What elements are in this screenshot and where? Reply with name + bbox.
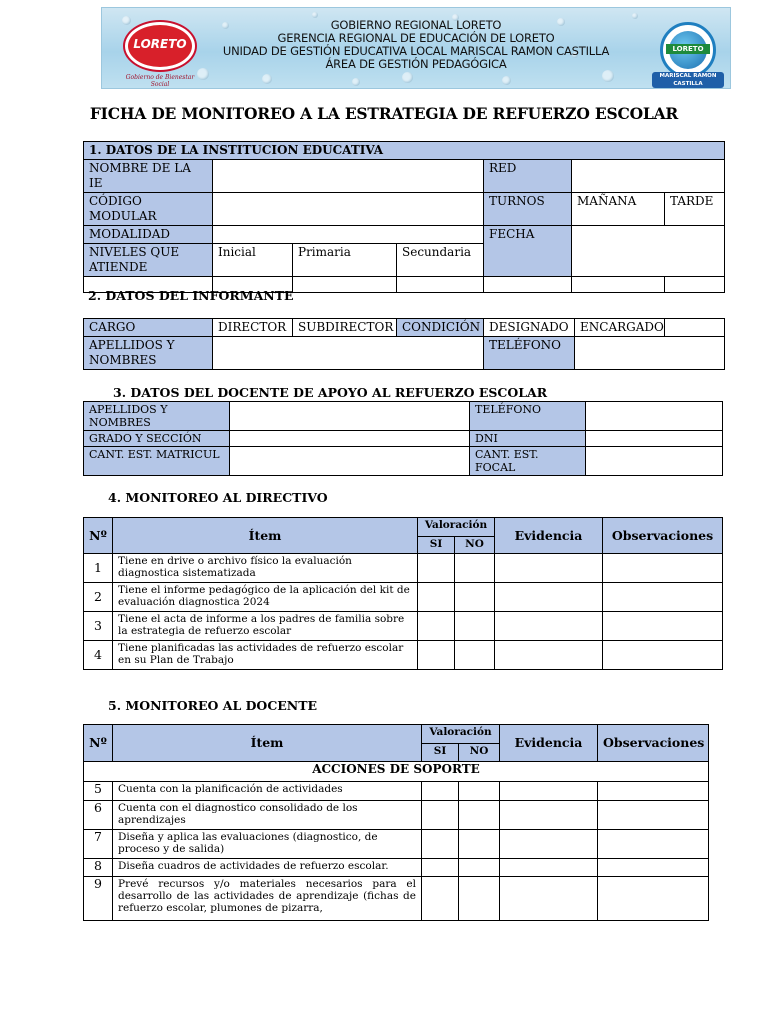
label-modalidad: MODALIDAD xyxy=(84,226,213,244)
option-encargado[interactable]: ENCARGADO xyxy=(575,319,665,337)
label-apellidos-docente: APELLIDOS Y NOMBRES xyxy=(84,402,230,431)
teacher-data-table xyxy=(83,401,723,476)
field-telefono-informante[interactable] xyxy=(575,337,725,370)
check-si[interactable] xyxy=(418,641,455,670)
blank-cell[interactable] xyxy=(484,277,572,293)
field-observaciones[interactable] xyxy=(598,877,709,921)
row-item: Diseña y aplica las evaluaciones (diagnostico, de proceso y de salida) xyxy=(113,830,422,859)
check-no[interactable] xyxy=(455,612,495,641)
section-1-heading: 1. DATOS DE LA INSTITUCION EDUCATIVA xyxy=(84,142,725,160)
blank-cell[interactable] xyxy=(665,319,725,337)
document-title: FICHA DE MONITOREO A LA ESTRATEGIA DE REFUERZO ESCOLAR xyxy=(89,104,679,123)
row-item: Tiene en drive o archivo físico la evaluación diagnostica sistematizada xyxy=(113,554,418,583)
field-evidencia[interactable] xyxy=(495,612,603,641)
label-cargo: CARGO xyxy=(84,319,213,337)
row-item: Cuenta con el diagnostico consolidado de los aprendizajes xyxy=(113,801,422,830)
section-3-heading: 3. DATOS DEL DOCENTE DE APOYO AL REFUERZO ESCOLAR xyxy=(113,385,548,400)
field-observaciones[interactable] xyxy=(603,612,723,641)
check-si[interactable] xyxy=(418,612,455,641)
row-num: 2 xyxy=(84,583,113,612)
section-2-heading: 2. DATOS DEL INFORMANTE xyxy=(88,288,294,303)
institution-data-table xyxy=(83,141,725,293)
field-cant-focal[interactable] xyxy=(586,447,723,476)
blank-cell[interactable] xyxy=(572,277,665,293)
field-observaciones[interactable] xyxy=(598,830,709,859)
loreto-logo: LORETO Gobierno de Bienestar Social xyxy=(120,18,200,82)
col-si: SI xyxy=(422,744,459,762)
check-no[interactable] xyxy=(455,583,495,612)
directive-monitoring-table xyxy=(83,517,723,670)
col-item: Ítem xyxy=(113,725,422,762)
col-evidencia: Evidencia xyxy=(495,518,603,554)
option-secundaria[interactable]: Secundaria xyxy=(397,244,484,277)
check-no[interactable] xyxy=(459,801,500,830)
col-no: NO xyxy=(455,537,495,554)
row-num: 7 xyxy=(84,830,113,859)
field-observaciones[interactable] xyxy=(603,554,723,583)
check-si[interactable] xyxy=(422,859,459,877)
field-observaciones[interactable] xyxy=(603,583,723,612)
col-valoracion: Valoración xyxy=(418,518,495,537)
field-grado[interactable] xyxy=(230,431,470,447)
label-fecha: FECHA xyxy=(484,226,572,277)
col-si: SI xyxy=(418,537,455,554)
col-observaciones: Observaciones xyxy=(603,518,723,554)
col-item: Ítem xyxy=(113,518,418,554)
field-dni[interactable] xyxy=(586,431,723,447)
header-line-2: GERENCIA REGIONAL DE EDUCACIÓN DE LORETO xyxy=(277,31,555,45)
check-si[interactable] xyxy=(422,877,459,921)
field-evidencia[interactable] xyxy=(495,583,603,612)
field-telefono-docente[interactable] xyxy=(586,402,723,431)
col-valoracion: Valoración xyxy=(422,725,500,744)
field-evidencia[interactable] xyxy=(500,877,598,921)
row-num: 6 xyxy=(84,801,113,830)
label-turnos: TURNOS xyxy=(484,193,572,226)
section-5-heading: 5. MONITOREO AL DOCENTE xyxy=(108,698,318,713)
col-evidencia: Evidencia xyxy=(500,725,598,762)
field-evidencia[interactable] xyxy=(500,830,598,859)
field-nombre-ie[interactable] xyxy=(213,160,484,193)
label-grado: GRADO Y SECCIÓN xyxy=(84,431,230,447)
field-evidencia[interactable] xyxy=(495,641,603,670)
label-telefono-docente: TELÉFONO xyxy=(470,402,586,431)
field-evidencia[interactable] xyxy=(500,782,598,801)
check-si[interactable] xyxy=(422,782,459,801)
header-line-3: UNIDAD DE GESTIÓN EDUCATIVA LOCAL MARISCAL RAMON CASTILLA xyxy=(222,44,610,58)
label-dni: DNI xyxy=(470,431,586,447)
col-num: Nº xyxy=(84,518,113,554)
option-primaria[interactable]: Primaria xyxy=(293,244,397,277)
blank-cell[interactable] xyxy=(397,277,484,293)
field-apellidos-informante[interactable] xyxy=(213,337,484,370)
field-observaciones[interactable] xyxy=(603,641,723,670)
field-observaciones[interactable] xyxy=(598,859,709,877)
row-item: Tiene el acta de informe a los padres de familia sobre la estrategia de refuerzo escolar xyxy=(113,612,418,641)
option-subdirector[interactable]: SUBDIRECTOR xyxy=(293,319,397,337)
header-line-4: ÁREA DE GESTIÓN PEDAGÓGICA xyxy=(325,57,507,71)
label-niveles: NIVELES QUE ATIENDE xyxy=(84,244,213,277)
row-item: Prevé recursos y/o materiales necesarios para el desarrollo de las actividades de aprendizaje (fichas de refuerzo escolar, plumones de pizarra, xyxy=(113,877,422,921)
row-num: 5 xyxy=(84,782,113,801)
check-no[interactable] xyxy=(455,641,495,670)
section-4-heading: 4. MONITOREO AL DIRECTIVO xyxy=(108,490,328,505)
row-num: 3 xyxy=(84,612,113,641)
row-item: Tiene planificadas las actividades de refuerzo escolar en su Plan de Trabajo xyxy=(113,641,418,670)
field-evidencia[interactable] xyxy=(495,554,603,583)
field-cant-matricul[interactable] xyxy=(230,447,470,476)
row-num: 1 xyxy=(84,554,113,583)
label-red: RED xyxy=(484,160,572,193)
option-manana[interactable]: MAÑANA xyxy=(572,193,665,226)
check-no[interactable] xyxy=(455,554,495,583)
field-red[interactable] xyxy=(572,160,725,193)
field-codigo-modular[interactable] xyxy=(213,193,484,226)
blank-cell[interactable] xyxy=(665,277,725,293)
check-si[interactable] xyxy=(422,830,459,859)
field-fecha[interactable] xyxy=(572,226,725,277)
col-no: NO xyxy=(459,744,500,762)
blank-cell[interactable] xyxy=(293,277,397,293)
header-line-1: GOBIERNO REGIONAL LORETO xyxy=(330,18,502,32)
check-si[interactable] xyxy=(418,554,455,583)
col-observaciones: Observaciones xyxy=(598,725,709,762)
option-tarde[interactable]: TARDE xyxy=(665,193,725,226)
label-cant-matricul: CANT. EST. MATRICUL xyxy=(84,447,230,476)
row-item: Tiene el informe pedagógico de la aplicación del kit de evaluación diagnostica 2024 xyxy=(113,583,418,612)
header-text xyxy=(212,19,620,71)
label-condicion: CONDICIÓN xyxy=(397,319,484,337)
row-item: Cuenta con la planificación de actividades xyxy=(113,782,422,801)
label-telefono-informante: TELÉFONO xyxy=(484,337,575,370)
informant-data-table xyxy=(83,318,725,370)
row-item: Diseña cuadros de actividades de refuerzo escolar. xyxy=(113,859,422,877)
option-director[interactable]: DIRECTOR xyxy=(213,319,293,337)
check-no[interactable] xyxy=(459,877,500,921)
row-num: 8 xyxy=(84,859,113,877)
check-si[interactable] xyxy=(422,801,459,830)
subheading-acciones-soporte: ACCIONES DE SOPORTE xyxy=(84,762,709,782)
row-num: 4 xyxy=(84,641,113,670)
option-designado[interactable]: DESIGNADO xyxy=(484,319,575,337)
check-no[interactable] xyxy=(459,830,500,859)
field-observaciones[interactable] xyxy=(598,801,709,830)
row-num: 9 xyxy=(84,877,113,921)
check-si[interactable] xyxy=(418,583,455,612)
field-modalidad[interactable] xyxy=(213,226,484,244)
label-apellidos-informante: APELLIDOS Y NOMBRES xyxy=(84,337,213,370)
header-banner xyxy=(101,7,731,89)
field-evidencia[interactable] xyxy=(500,801,598,830)
check-no[interactable] xyxy=(459,782,500,801)
label-nombre-ie: NOMBRE DE LA IE xyxy=(84,160,213,193)
check-no[interactable] xyxy=(459,859,500,877)
label-cant-focal: CANT. EST. FOCAL xyxy=(470,447,586,476)
field-apellidos-docente[interactable] xyxy=(230,402,470,431)
ugel-logo: LORETO MARISCAL RAMON CASTILLA xyxy=(652,22,724,88)
teacher-monitoring-table xyxy=(83,724,709,921)
field-evidencia[interactable] xyxy=(500,859,598,877)
option-inicial[interactable]: Inicial xyxy=(213,244,293,277)
field-observaciones[interactable] xyxy=(598,782,709,801)
label-codigo-modular: CÓDIGO MODULAR xyxy=(84,193,213,226)
col-num: Nº xyxy=(84,725,113,762)
